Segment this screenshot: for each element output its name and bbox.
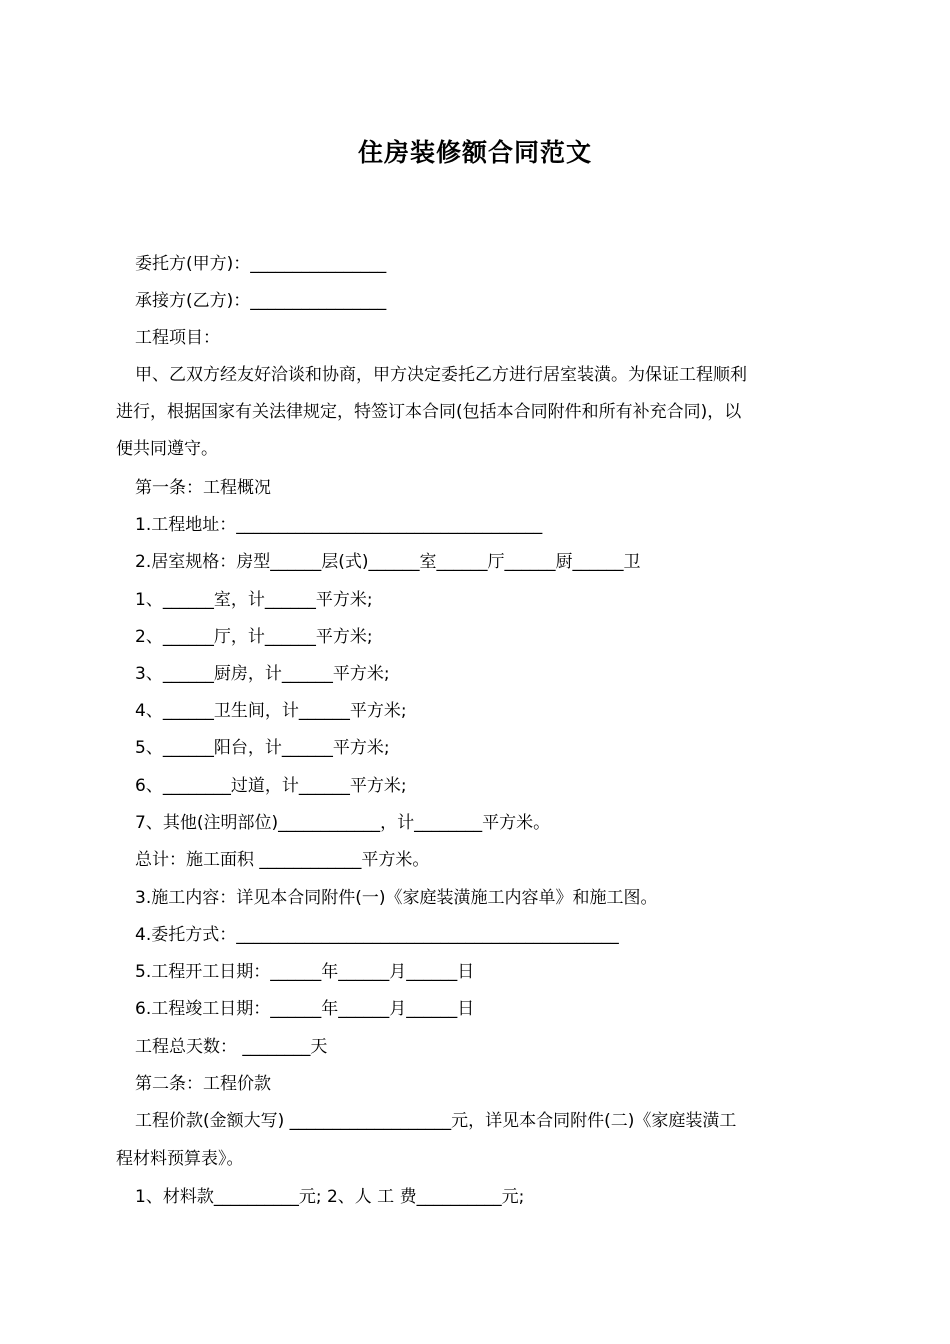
intro-paragraph-line-2: 进行，根据国家有关法律规定，特签订本合同(包括本合同附件和所有补充合同)，以 <box>116 402 742 422</box>
document-title: 住房装修额合同范文 <box>357 138 592 167</box>
price-items-line: 1、材料款__________元; 2、人 工 费__________元; <box>135 1187 525 1207</box>
room-line-7: 7、其他(注明部位)____________，计________平方米。 <box>135 813 551 833</box>
end-date-line: 6.工程竣工日期：______年______月______日 <box>135 999 475 1019</box>
address-line: 1.工程地址：____________________________________ <box>135 515 543 535</box>
price-line-2: 程材料预算表》。 <box>116 1149 244 1169</box>
room-line-1: 1、______室，计______平方米; <box>135 590 373 610</box>
intro-paragraph-line-3: 便共同遵守。 <box>116 439 218 459</box>
party-b-line: 承接方(乙方)：________________ <box>135 291 387 311</box>
spec-line: 2.居室规格：房型______层(式)______室______厅______厨______卫 <box>135 552 641 572</box>
total-area-line: 总计：施工面积 ____________平方米。 <box>135 850 430 870</box>
method-line: 4.委托方式：_____________________________________________ <box>135 925 619 945</box>
article-1-heading: 第一条：工程概况 <box>135 478 271 498</box>
room-line-2: 2、______厅，计______平方米; <box>135 627 373 647</box>
room-line-6: 6、________过道，计______平方米; <box>135 776 407 796</box>
room-line-5: 5、______阳台，计______平方米; <box>135 738 390 758</box>
room-line-4: 4、______卫生间，计______平方米; <box>135 701 407 721</box>
start-date-line: 5.工程开工日期：______年______月______日 <box>135 962 475 982</box>
intro-paragraph-line-1: 甲、乙双方经友好洽谈和协商，甲方决定委托乙方进行居室装潢。为保证工程顺利 <box>135 365 747 385</box>
content-line: 3.施工内容：详见本合同附件(一)《家庭装潢施工内容单》和施工图。 <box>135 888 658 908</box>
party-a-line: 委托方(甲方)：________________ <box>135 254 387 274</box>
room-line-3: 3、______厨房，计______平方米; <box>135 664 390 684</box>
price-line-1: 工程价款(金额大写) ___________________元，详见本合同附件(二)《家庭装潢工 <box>135 1111 737 1131</box>
total-days-line: 工程总天数： ________天 <box>135 1037 328 1057</box>
article-2-heading: 第二条：工程价款 <box>135 1074 271 1094</box>
project-line: 工程项目： <box>135 328 220 348</box>
